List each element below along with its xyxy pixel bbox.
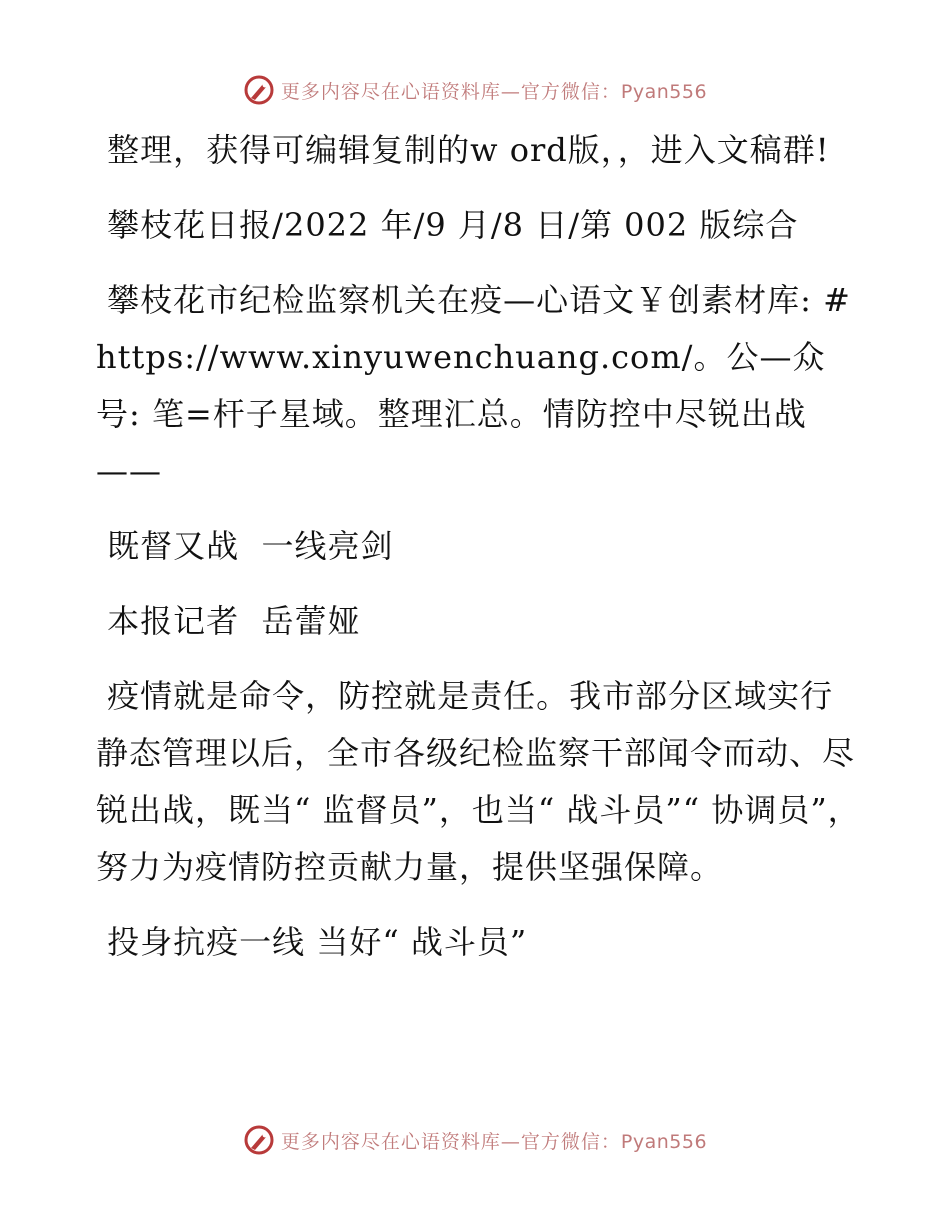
paragraph-source-line: 攀枝花日报/2022 年/9 月/8 日/第 002 版综合: [96, 206, 799, 244]
watermark-wechat-id: Pyan556: [620, 1130, 708, 1153]
footer-watermark: [0, 1120, 950, 1160]
watermark-wechat-id: Pyan556: [620, 80, 708, 103]
watermark-text: 更多内容尽在心语资料库—官方微信：Pyan556: [280, 1130, 708, 1153]
document-body: [96, 122, 866, 989]
paragraph-byline: 本报记者 岳蕾娅: [96, 602, 361, 640]
paragraph-subheadline: 既督又战 一线亮剑: [96, 527, 394, 565]
pen-logo-icon: [243, 1124, 275, 1156]
paragraph-body: 疫情就是命令，防控就是责任。我市部分区域实行静态管理以后，全市各级纪检监察干部闻令而动、尽锐出战，既当“ 监督员”，也当“ 战斗员”“ 协调员”，努力为疫情防控贡献力量，提供坚强保障。: [96, 677, 861, 886]
paragraph-section-heading: 投身抗疫一线 当好“ 战斗员”: [96, 923, 528, 961]
header-watermark: [0, 70, 950, 110]
watermark-text: 更多内容尽在心语资料库—官方微信：Pyan556: [280, 80, 708, 103]
paragraph-instruction: 整理，获得可编辑复制的w ord版，，进入文稿群!: [96, 131, 830, 169]
pen-logo-icon: [243, 74, 275, 106]
paragraph-headline: 攀枝花市纪检监察机关在疫—心语文￥创素材库: #https://www.xinyuwenchuang.com/。公—众号: 笔=杆子星域。整理汇总。情防控中尽锐出战——: [96, 281, 851, 490]
